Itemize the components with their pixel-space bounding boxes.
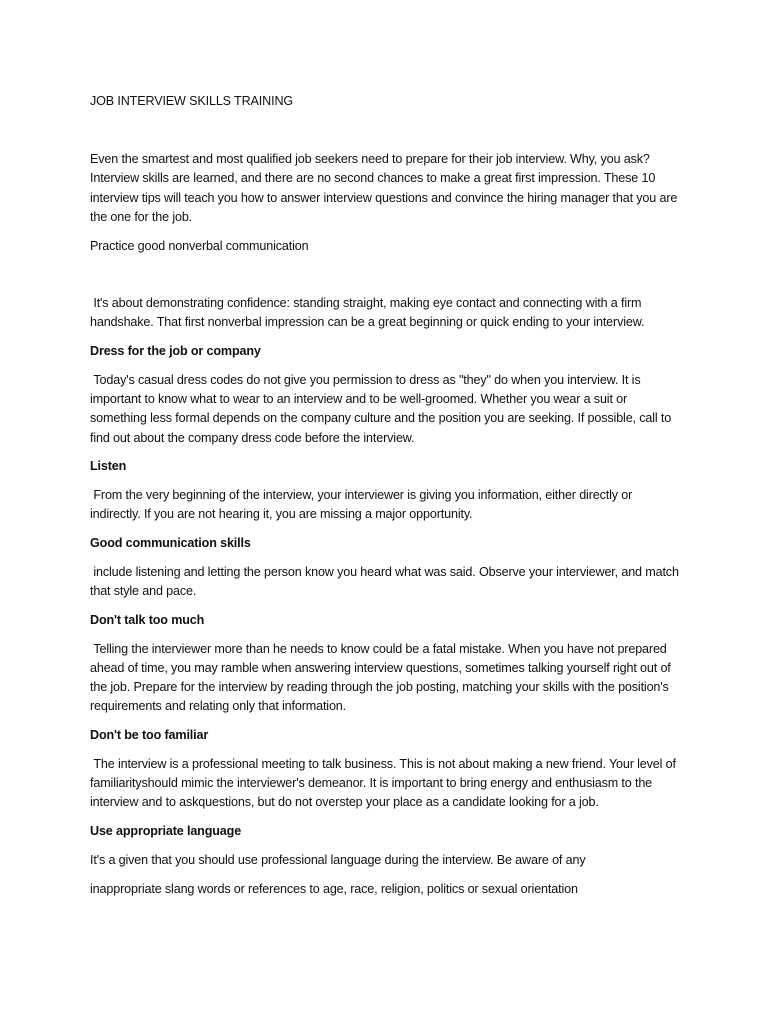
intro-paragraph: Even the smartest and most qualified job seekers need to prepare for their job interview. Why, you ask? Interview skills are learned, and there are no second chances to make a great first impression. These 10 interview tips will teach you how to answer interview questions and convince the hiring manager that you are the one for the job. [90,152,678,224]
section-heading-nonverbal: Practice good nonverbal communication [90,238,309,253]
section-body-language: It's a given that you should use professional language during the interview. Be aware of any [90,853,586,867]
section-heading-familiar: Don't be too familiar [90,728,209,743]
section-body-language-continued: inappropriate slang words or references to age, race, religion, politics or sexual orientation [90,881,578,896]
section-body-talk-too-much: Telling the interviewer more than he needs to know could be a fatal mistake. When you have not prepared ahead of time, you may ramble when answering interview questions, sometimes talking yourself right out of the job. Prepare for the interview by reading through the job posting, matching your skills with the position's requirements and relating only that information. [90,641,675,714]
section-heading-dress: Dress for the job or company [90,344,261,359]
section-body-dress: Today's casual dress codes do not give you permission to dress as "they" do when you interview. It is important to know what to wear to an interview and to be well-groomed. Whether you wear a suit or something less formal depends on the company culture and the position you are seeking. If possible, call to find out about the company dress code before the interview. [90,373,675,445]
section-heading-communication: Good communication skills [90,536,251,551]
section-body-communication: include listening and letting the person know you heard what was said. Observe your interviewer, and match that style and pace. [90,565,683,599]
section-body-familiar: The interview is a professional meeting to talk business. This is not about making a new friend. Your level of familiarityshould mimic the interviewer's demeanor. It is important to bring energy and enthusiasm to the interview and to askquestions, but do not overstep your place as a candidate looking for a job. [90,757,680,810]
section-heading-listen: Listen [90,459,127,474]
section-body-listen: From the very beginning of the interview, your interviewer is giving you information, either directly or indirectly. If you are not hearing it, you are missing a major opportunity. [90,488,636,522]
section-heading-language: Use appropriate language [90,824,242,839]
section-body-nonverbal: It's about demonstrating confidence: standing straight, making eye contact and connecting with a firm handshake. That first nonverbal impression can be a great beginning or quick ending to your interview. [90,296,645,330]
document-title: JOB INTERVIEW SKILLS TRAINING [90,94,294,108]
section-heading-talk-too-much: Don't talk too much [90,613,205,627]
document-page [90,92,682,899]
